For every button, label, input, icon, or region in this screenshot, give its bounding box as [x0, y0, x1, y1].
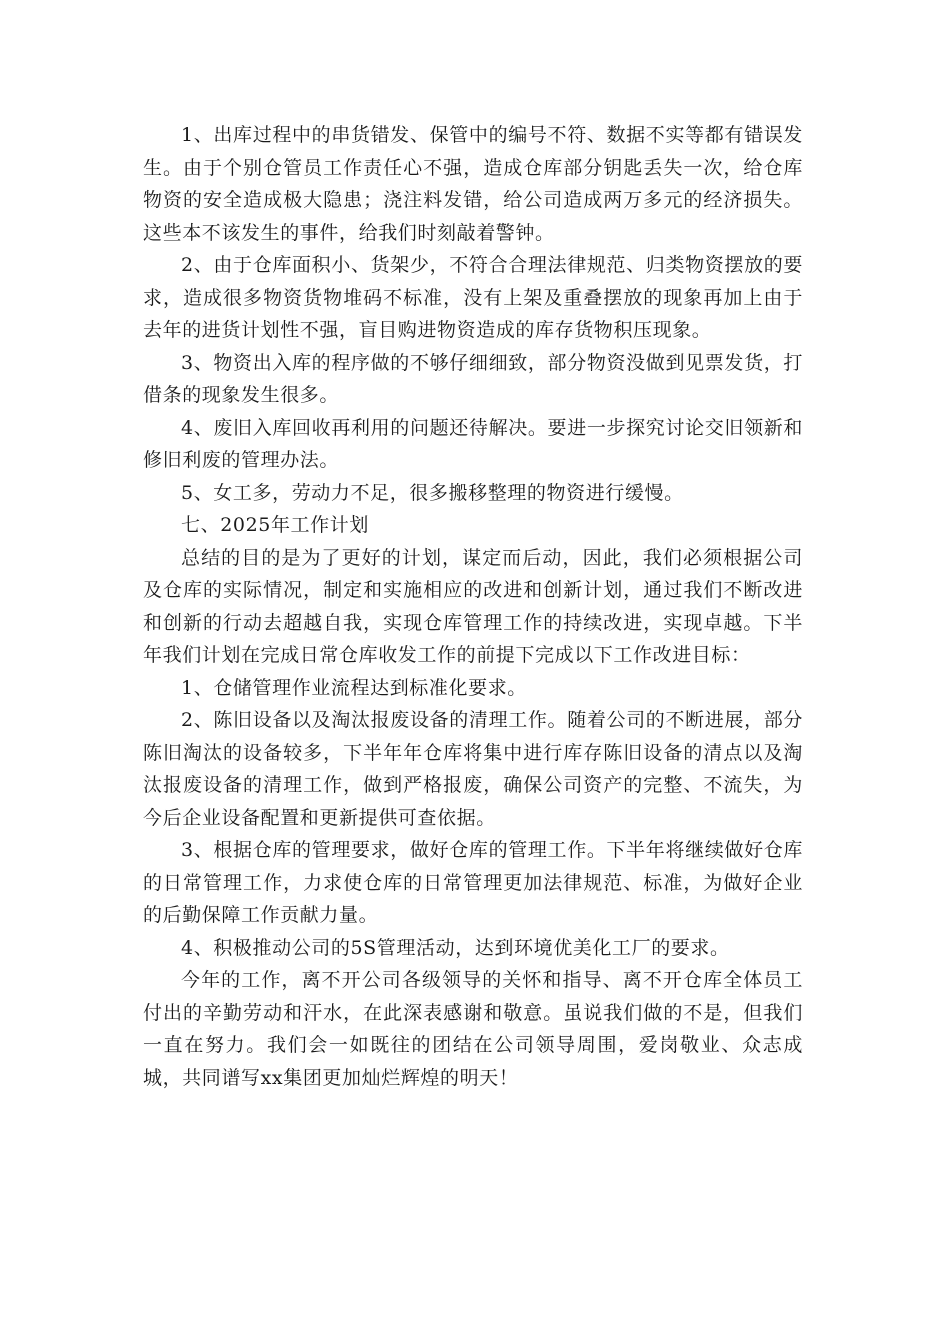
paragraph-plan-1: 1、仓储管理作业流程达到标准化要求。: [181, 676, 527, 699]
paragraph-plan-2: 2、陈旧设备以及淘汰报废设备的清理工作。随着公司的不断进展，部分陈旧淘汰的设备较多，下半年年仓库将集中进行库存陈旧设备的清点以及淘汰报废设备的清理工作，做到严格报废，确保公司资产的完整、不流失，为今后企业设备配置和更新提供可查依据。: [143, 709, 803, 829]
paragraph-closing: 今年的工作，离不开公司各级领导的关怀和指导、离不开仓库全体员工付出的辛勤劳动和汗水，在此深表感谢和敬意。虽说我们做的不是，但我们一直在努力。我们会一如既往的团结在公司领导周围，爱岗敬业、众志成城，共同谱写xx集团更加灿烂辉煌的明天！: [143, 969, 803, 1089]
paragraph-problem-4: 4、废旧入库回收再利用的问题还待解决。要进一步探究讨论交旧领新和修旧利废的管理办法。: [143, 416, 803, 471]
paragraph-plan-4: 4、积极推动公司的5S管理活动，达到环境优美化工厂的要求。: [181, 936, 730, 959]
section-heading-work-plan: 七、2025年工作计划: [181, 514, 369, 536]
document-body: [143, 119, 803, 1094]
paragraph-problem-1: 1、出库过程中的串货错发、保管中的编号不符、数据不实等都有错误发生。由于个别仓管员工作责任心不强，造成仓库部分钥匙丢失一次，给仓库物资的安全造成极大隐患；浇注料发错，给公司造成两万多元的经济损失。这些本不该发生的事件，给我们时刻敲着警钟。: [143, 124, 803, 244]
paragraph-problem-5: 5、女工多，劳动力不足，很多搬移整理的物资进行缓慢。: [181, 481, 684, 504]
paragraph-plan-3: 3、根据仓库的管理要求，做好仓库的管理工作。下半年将继续做好仓库的日常管理工作，力求使仓库的日常管理更加法律规范、标准，为做好企业的后勤保障工作贡献力量。: [143, 839, 803, 926]
paragraph-plan-intro: 总结的目的是为了更好的计划，谋定而后动，因此，我们必须根据公司及仓库的实际情况，制定和实施相应的改进和创新计划，通过我们不断改进和创新的行动去超越自我，实现仓库管理工作的持续改进，实现卓越。下半年我们计划在完成日常仓库收发工作的前提下完成以下工作改进目标：: [143, 546, 803, 666]
paragraph-problem-3: 3、物资出入库的程序做的不够仔细细致，部分物资没做到见票发货，打借条的现象发生很多。: [143, 351, 803, 406]
paragraph-problem-2: 2、由于仓库面积小、货架少，不符合合理法律规范、归类物资摆放的要求，造成很多物资货物堆码不标准，没有上架及重叠摆放的现象再加上由于去年的进货计划性不强，盲目购进物资造成的库存货物积压现象。: [143, 254, 803, 341]
